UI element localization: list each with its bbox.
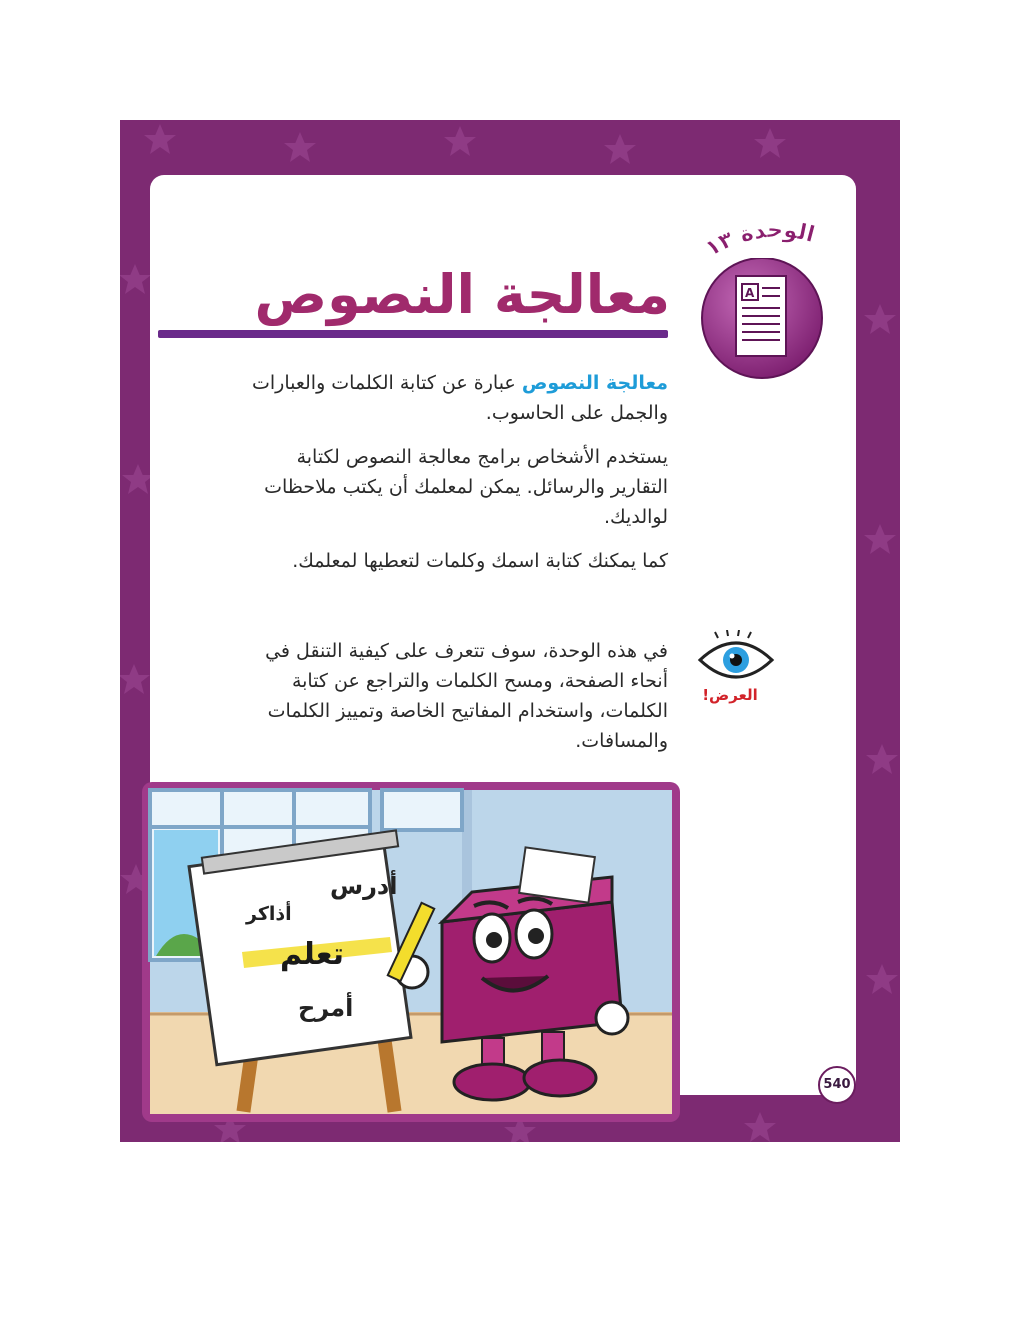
highlight-term: معالجة النصوص [521, 372, 668, 394]
title-divider [158, 330, 668, 338]
page-number: 540 [818, 1066, 856, 1104]
eye-icon [696, 630, 776, 684]
paragraph-names: كما يمكنك كتابة اسمك وكلمات لتعطيها لمعلمك. [292, 550, 668, 572]
printer-illustration [142, 782, 680, 1122]
svg-text:A: A [745, 286, 755, 300]
unit-label [692, 212, 857, 272]
document-icon [690, 258, 840, 388]
flipchart-word-fun: أمرح [298, 994, 354, 1022]
preview-caption: العرض! [702, 686, 758, 704]
svg-text:الوحدة ١٣: الوحدة ١٣ [701, 217, 818, 262]
paragraph-definition-text: عبارة عن كتابة الكلمات والعبارات والجمل على الحاسوب. [251, 372, 668, 424]
flipchart-word-learn: تعلم [280, 937, 344, 972]
page-title: معالجة النصوص [254, 263, 670, 326]
paragraph-unit-overview: في هذه الوحدة، سوف تتعرف على كيفية التنقل في أنحاء الصفحة، ومسح الكلمات والتراجع عن كتابة الكلمات، واستخدام المفاتيح الخاصة وتمييز الكلمات والمسافات. [265, 640, 668, 752]
flipchart-word-study: أدرس [330, 872, 398, 900]
paragraph-definition [250, 368, 668, 428]
flipchart-word-review: أذاكر [246, 903, 292, 925]
paragraph-usage: يستخدم الأشخاص برامج معالجة النصوص لكتابة التقارير والرسائل. يمكن لمعلمك أن يكتب ملاحظات لوالديك. [264, 446, 668, 528]
